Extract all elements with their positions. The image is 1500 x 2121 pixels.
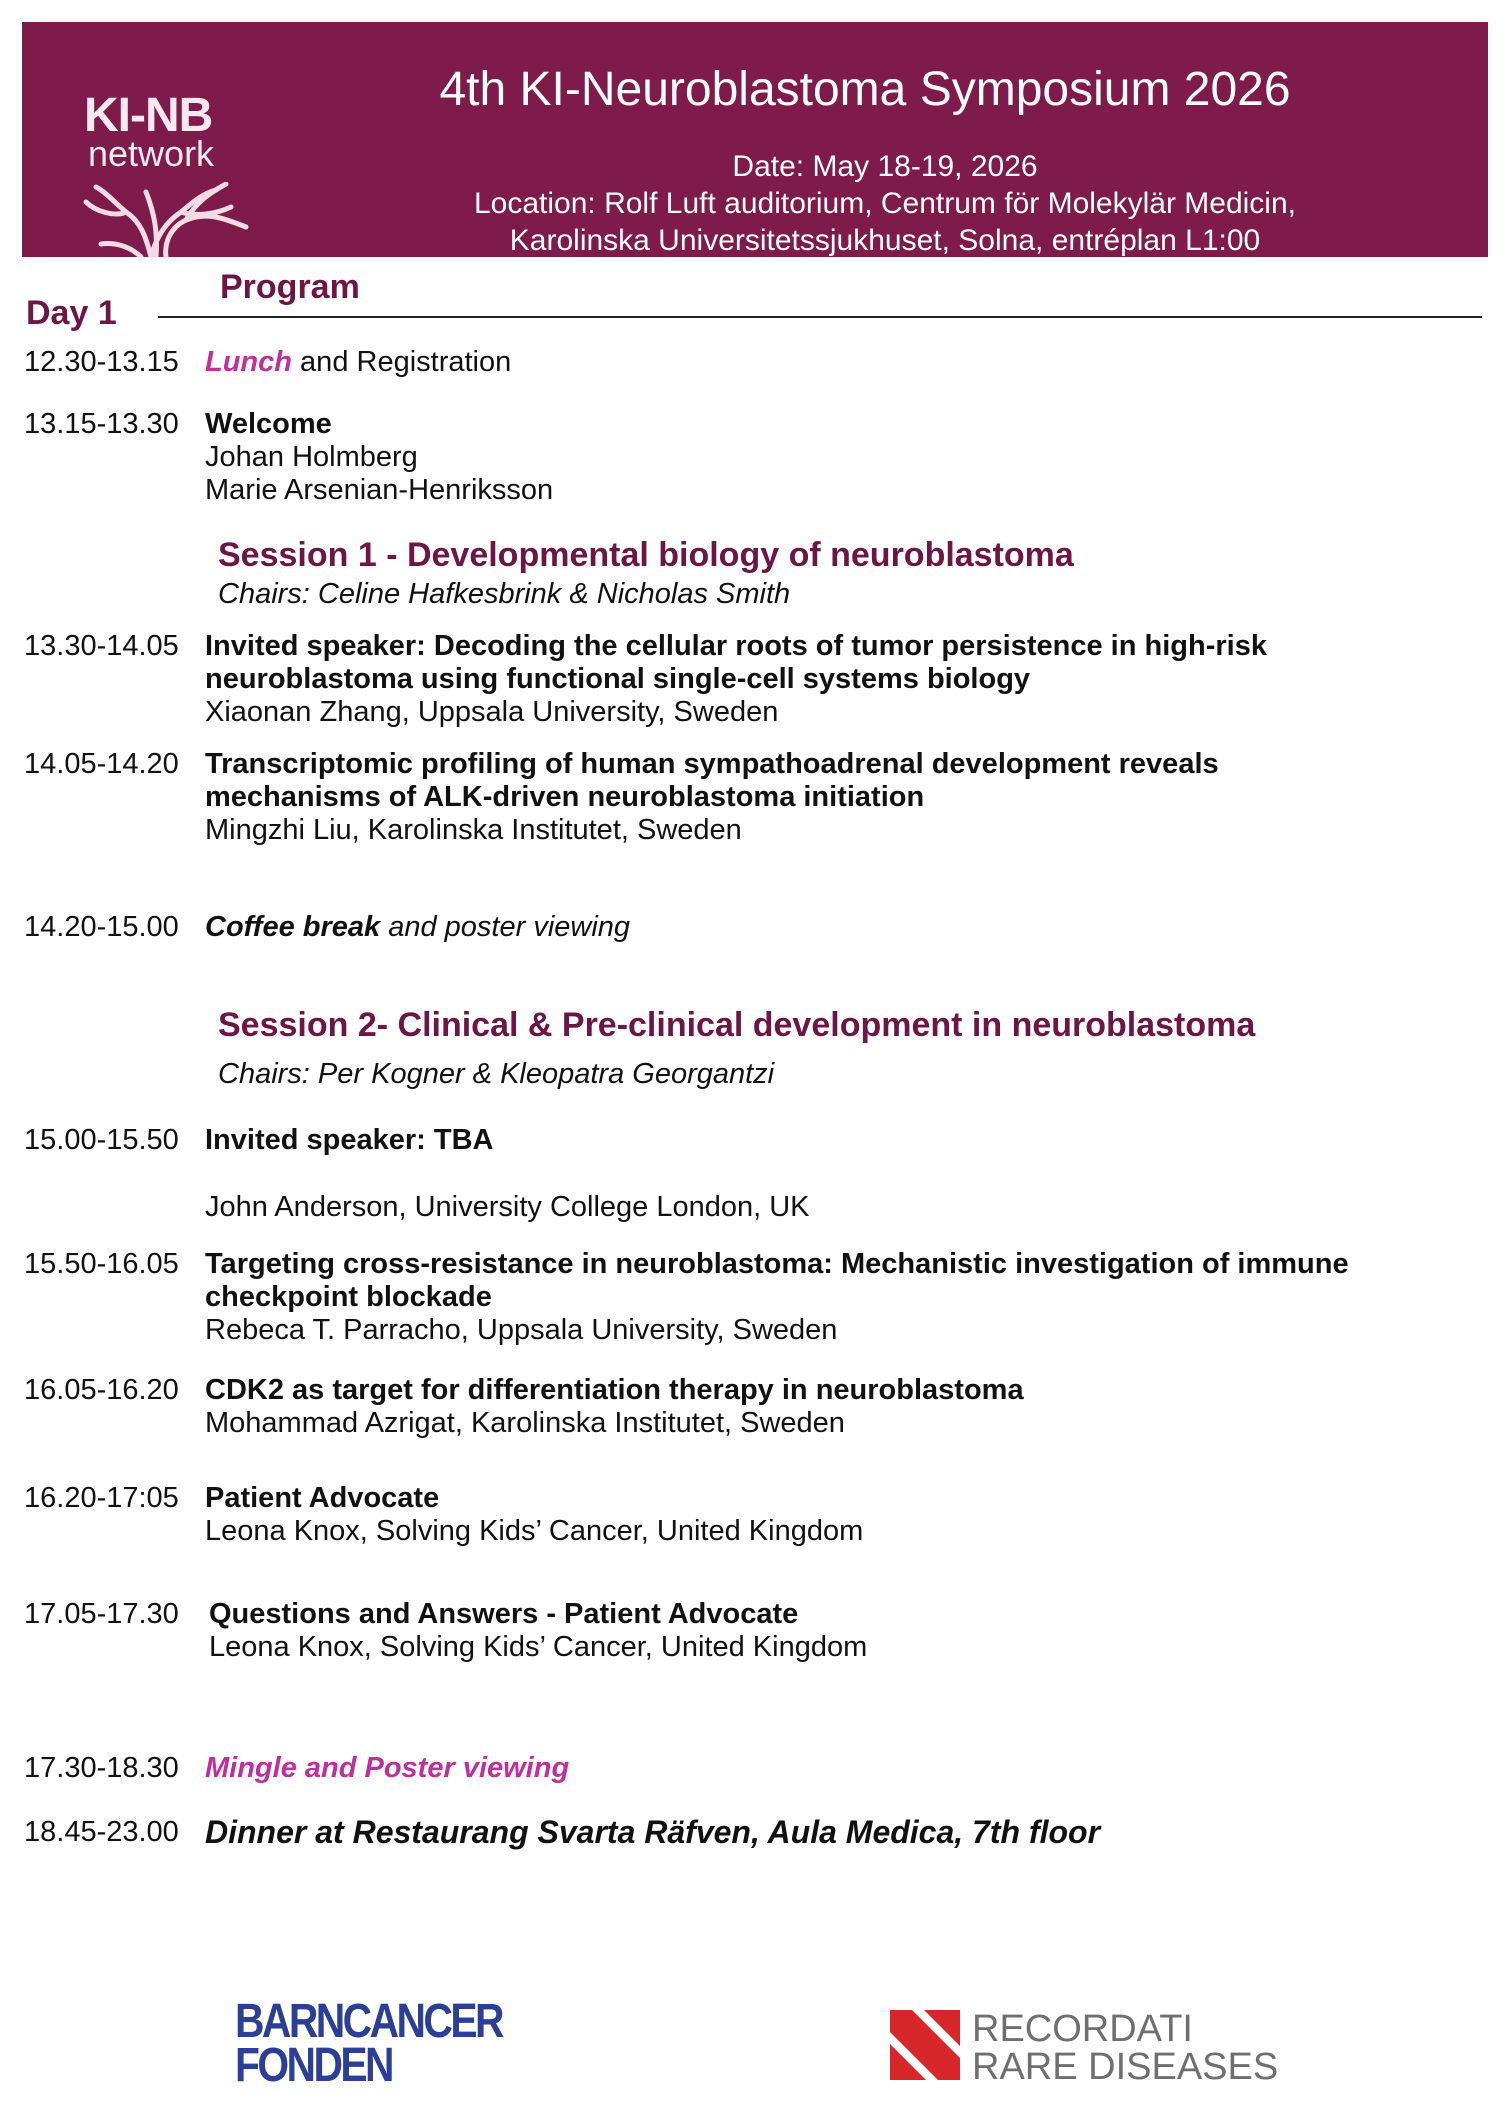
sponsor-line1: RECORDATI bbox=[972, 2008, 1193, 2050]
item-content bbox=[205, 911, 1475, 944]
sponsor-line2: FONDEN bbox=[235, 2039, 392, 2092]
talk-title: CDK2 as target for differentiation therapy in neuroblastoma bbox=[205, 1374, 1024, 1406]
sponsor-line2: RARE DISEASES bbox=[972, 2046, 1279, 2088]
event-location-line2: Karolinska Universitetssjukhuset, Solna, entréplan L1:00 bbox=[509, 224, 1261, 257]
logo-subtitle: network bbox=[88, 133, 215, 174]
session-chairs: Chairs: Per Kogner & Kleopatra Georgantzi bbox=[218, 1058, 775, 1090]
item-title: Welcome bbox=[205, 408, 332, 440]
talk-title: Questions and Answers - Patient Advocate bbox=[209, 1598, 799, 1630]
item-time: 13.30-14.05 bbox=[24, 630, 179, 662]
speaker: Rebeca T. Parracho, Uppsala University, Sweden bbox=[205, 1314, 838, 1346]
session-title: Session 1 - Developmental biology of neuroblastoma bbox=[218, 536, 1074, 574]
session-chairs: Chairs: Celine Hafkesbrink & Nicholas Smith bbox=[218, 578, 791, 610]
item-content bbox=[205, 346, 1475, 379]
neuron-icon bbox=[46, 182, 286, 257]
header-banner bbox=[22, 22, 1488, 257]
item-time: 17.30-18.30 bbox=[24, 1752, 179, 1784]
barncancerfonden-logo bbox=[235, 1995, 549, 2092]
logo-title: KI-NB bbox=[84, 89, 213, 142]
talk-title-line1: Targeting cross-resistance in neuroblastoma: Mechanistic investigation of immune bbox=[205, 1248, 1349, 1280]
poster-label: and poster viewing bbox=[380, 911, 631, 943]
registration-label: and Registration bbox=[292, 346, 512, 378]
item-content bbox=[205, 630, 1475, 729]
sponsor-line1: BARNCANCER bbox=[235, 1995, 502, 2048]
item-time: 15.50-16.05 bbox=[24, 1248, 179, 1280]
lunch-label: Lunch bbox=[205, 346, 292, 378]
dinner-label: Dinner at Restaurang Svarta Räfven, Aula Medica, 7th floor bbox=[205, 1814, 1101, 1850]
program-heading: Program bbox=[220, 268, 360, 306]
talk-title: Invited speaker: TBA bbox=[205, 1124, 494, 1156]
item-time: 16.05-16.20 bbox=[24, 1374, 179, 1406]
item-content bbox=[205, 1248, 1475, 1347]
divider bbox=[158, 316, 1482, 318]
talk-title-line2: mechanisms of ALK-driven neuroblastoma initiation bbox=[205, 781, 925, 813]
speaker: Leona Knox, Solving Kids’ Cancer, United Kingdom bbox=[205, 1515, 864, 1547]
event-location-line1: Location: Rolf Luft auditorium, Centrum för Molekylär Medicin, bbox=[473, 187, 1296, 220]
day-heading: Day 1 bbox=[26, 294, 117, 332]
event-date: Date: May 18-19, 2026 bbox=[732, 150, 1038, 183]
item-content bbox=[205, 1482, 1475, 1548]
speaker: Mingzhi Liu, Karolinska Institutet, Sweden bbox=[205, 814, 742, 846]
session-title: Session 2- Clinical & Pre-clinical development in neuroblastoma bbox=[218, 1006, 1256, 1044]
talk-title-line1: Invited speaker: Decoding the cellular roots of tumor persistence in high-risk bbox=[205, 630, 1267, 662]
item-content bbox=[205, 748, 1475, 847]
kinb-logo bbox=[84, 89, 215, 174]
item-content bbox=[205, 1374, 1475, 1440]
item-content bbox=[205, 1124, 1475, 1224]
item-content bbox=[205, 408, 1475, 507]
item-content bbox=[209, 1598, 1479, 1664]
item-time: 13.15-13.30 bbox=[24, 408, 179, 440]
item-time: 14.05-14.20 bbox=[24, 748, 179, 780]
coffee-label: Coffee break bbox=[205, 911, 381, 943]
symposium-title: 4th KI-Neuroblastoma Symposium 2026 bbox=[439, 63, 1291, 116]
item-time: 15.00-15.50 bbox=[24, 1124, 179, 1156]
talk-title-line2: checkpoint blockade bbox=[205, 1281, 492, 1313]
event-info bbox=[282, 148, 1488, 259]
talk-title-line1: Transcriptomic profiling of human sympathoadrenal development reveals bbox=[205, 748, 1219, 780]
speaker: Mohammad Azrigat, Karolinska Institutet, Sweden bbox=[205, 1407, 845, 1439]
sponsor-text bbox=[972, 2010, 1278, 2086]
item-time: 12.30-13.15 bbox=[24, 346, 179, 378]
recordati-mark-icon bbox=[890, 2010, 960, 2080]
item-time: 18.45-23.00 bbox=[24, 1816, 179, 1848]
talk-title: Patient Advocate bbox=[205, 1482, 440, 1514]
speaker: John Anderson, University College London, UK bbox=[205, 1191, 810, 1223]
item-time: 17.05-17.30 bbox=[24, 1598, 179, 1630]
talk-title-line2: neuroblastoma using functional single-cell systems biology bbox=[205, 663, 1031, 695]
speaker: Johan Holmberg bbox=[205, 441, 418, 473]
mingle-label: Mingle and Poster viewing bbox=[205, 1752, 570, 1784]
speaker: Leona Knox, Solving Kids’ Cancer, United Kingdom bbox=[209, 1631, 868, 1663]
speaker: Marie Arsenian-Henriksson bbox=[205, 474, 554, 506]
item-time: 14.20-15.00 bbox=[24, 911, 179, 943]
item-time: 16.20-17:05 bbox=[24, 1482, 179, 1514]
speaker: Xiaonan Zhang, Uppsala University, Sweden bbox=[205, 696, 779, 728]
